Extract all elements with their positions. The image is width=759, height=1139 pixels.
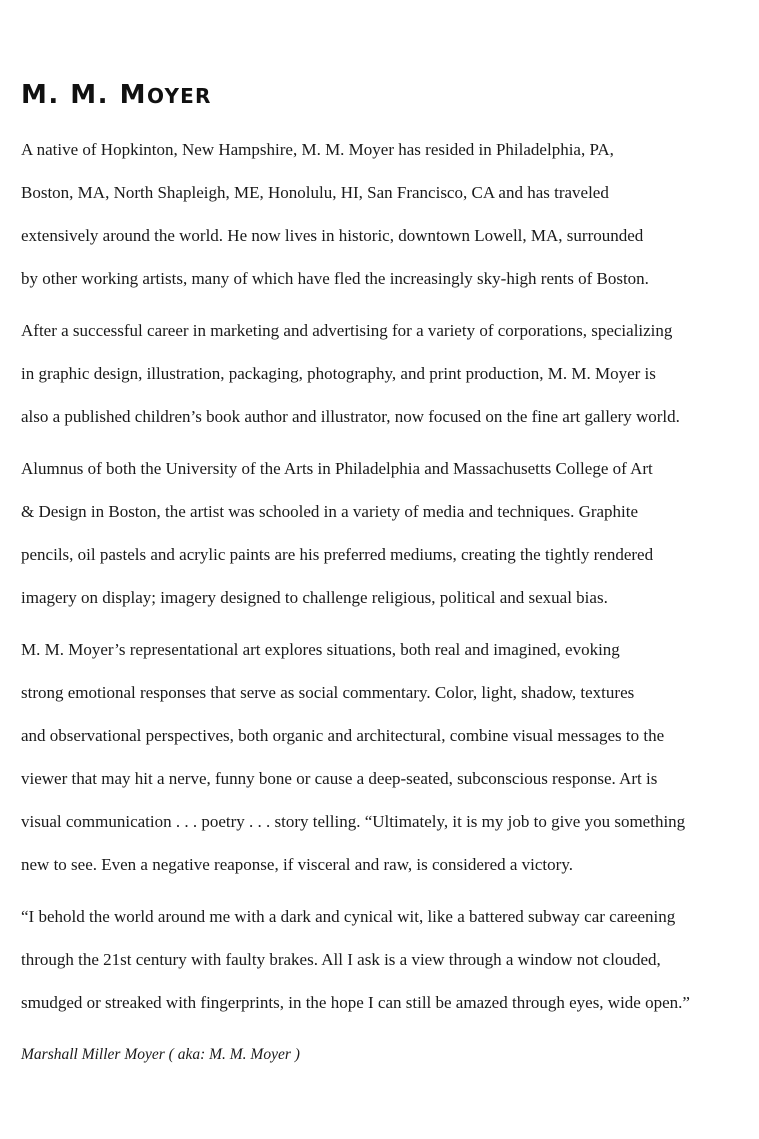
quote-line-3: smudged or streaked with fingerprints, in the hope I can still be amazed through eyes, wide open.”: [21, 993, 690, 1012]
paragraph-4-line-2: strong emotional responses that serve as social commentary. Color, light, shadow, textures: [21, 683, 635, 702]
paragraph-1-line-1: A native of Hopkinton, New Hampshire, M. M. Moyer has resided in Philadelphia, PA,: [21, 140, 614, 159]
page-title-surname: OYER: [146, 84, 212, 108]
paragraph-4-line-3: and observational perspectives, both organic and architectural, combine visual messages to the: [21, 726, 665, 745]
paragraph-3-line-4: imagery on display; imagery designed to challenge religious, political and sexual bias.: [21, 588, 608, 607]
paragraph-2-line-3: also a published children’s book author and illustrator, now focused on the fine art gallery world.: [21, 407, 680, 426]
paragraph-1-line-3: extensively around the world. He now lives in historic, downtown Lowell, MA, surrounded: [21, 226, 644, 245]
quote-line-2: through the 21st century with faulty brakes. All I ask is a view through a window not clouded,: [21, 950, 661, 969]
paragraph-3-line-3: pencils, oil pastels and acrylic paints are his preferred mediums, creating the tightly rendered: [21, 545, 654, 564]
paragraph-4-line-4: viewer that may hit a nerve, funny bone or cause a deep-seated, subconscious response. Art is: [21, 769, 658, 788]
quote-line-1: “I behold the world around me with a dark and cynical wit, like a battered subway car careening: [21, 907, 676, 926]
paragraph-1-line-4: by other working artists, many of which have fled the increasingly sky-high rents of Boston.: [21, 269, 649, 288]
signature: Marshall Miller Moyer ( aka: M. M. Moyer ): [21, 1046, 300, 1063]
page-title: [21, 76, 212, 115]
paragraph-3-line-1: Alumnus of both the University of the Arts in Philadelphia and Massachusetts College of Art: [21, 459, 653, 478]
paragraph-1-line-2: Boston, MA, North Shapleigh, ME, Honolulu, HI, San Francisco, CA and has traveled: [21, 183, 609, 202]
paragraph-4-line-6: new to see. Even a negative reaponse, if visceral and raw, is considered a victory.: [21, 855, 573, 874]
paragraph-2-line-1: After a successful career in marketing and advertising for a variety of corporations, specializing: [21, 321, 673, 340]
paragraph-3-line-2: & Design in Boston, the artist was schooled in a variety of media and techniques. Graphite: [21, 502, 639, 521]
page-title-initials: M. M. M: [21, 80, 147, 110]
paragraph-4-line-1: M. M. Moyer’s representational art explores situations, both real and imagined, evoking: [21, 640, 620, 659]
paragraph-2-line-2: in graphic design, illustration, packaging, photography, and print production, M. M. Moyer is: [21, 364, 656, 383]
paragraph-4-line-5: visual communication . . . poetry . . . story telling. “Ultimately, it is my job to give you something: [21, 812, 686, 831]
